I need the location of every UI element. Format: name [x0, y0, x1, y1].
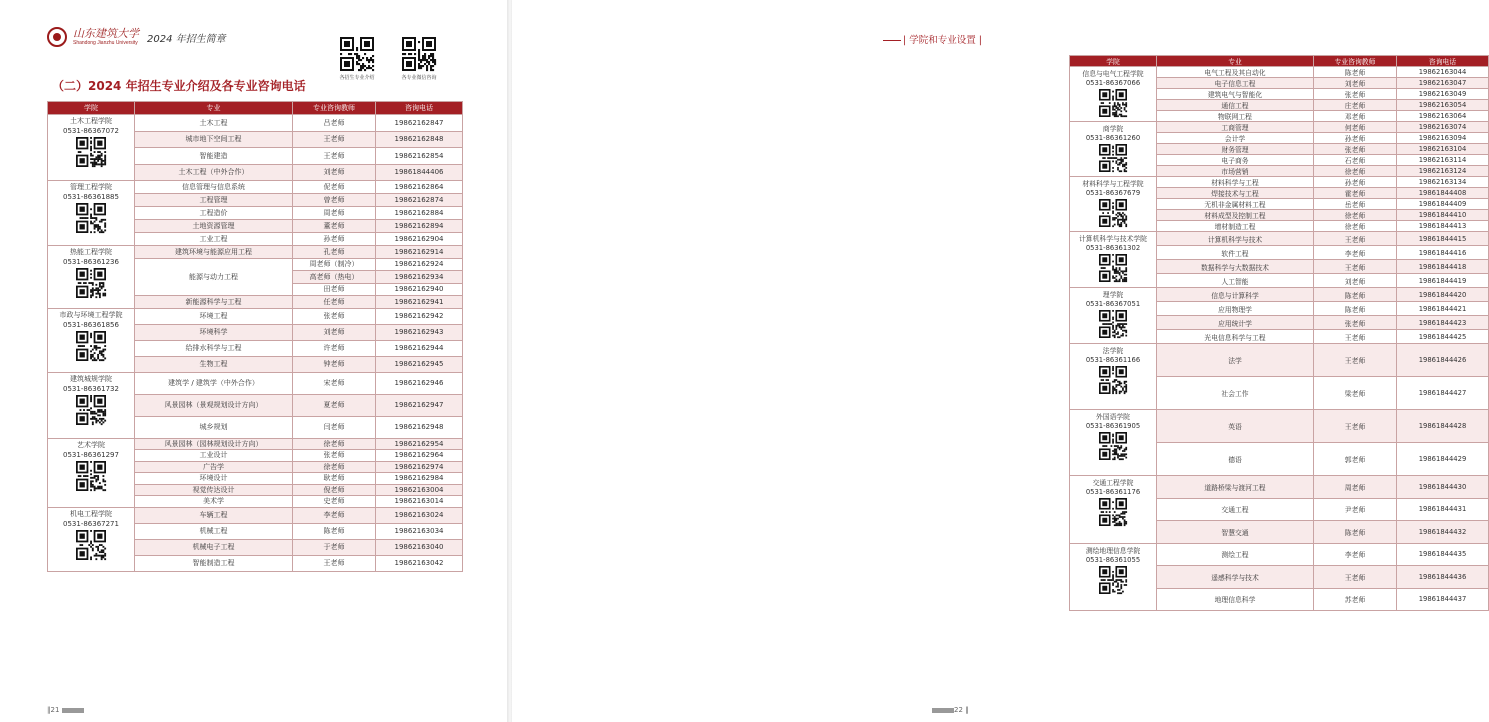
major-cell: 无机非金属材料工程 — [1157, 199, 1314, 210]
phone-cell: 19862162854 — [376, 148, 463, 165]
teacher-cell: 陈老师 — [1314, 288, 1397, 302]
qr-code-icon — [1099, 89, 1127, 117]
table-row — [48, 246, 463, 259]
phone-cell: 19862162942 — [376, 308, 463, 324]
header-college: 学院 — [48, 102, 135, 115]
phone-cell: 19862163040 — [376, 539, 463, 555]
teacher-cell: 吕老师 — [293, 115, 376, 132]
teacher-cell: 王老师 — [1314, 566, 1397, 589]
phone-cell: 19862162940 — [376, 283, 463, 296]
major-cell: 信息与计算科学 — [1157, 288, 1314, 302]
college-phone: 0531-86361302 — [1085, 244, 1141, 252]
table-row — [1070, 476, 1489, 499]
major-cell: 新能源科学与工程 — [135, 296, 293, 309]
phone-cell: 19862162944 — [376, 340, 463, 356]
table-row — [1070, 543, 1489, 566]
teacher-cell: 李老师 — [293, 507, 376, 523]
qr-caption-majors: 各招生专业介绍 — [339, 75, 375, 81]
teacher-cell: 刘老师 — [293, 164, 376, 181]
qr-code-icon — [1099, 310, 1127, 338]
phone-cell: 19862163042 — [376, 555, 463, 571]
qr-code-icon — [1099, 498, 1127, 526]
major-cell: 给排水科学与工程 — [135, 340, 293, 356]
university-name-cn: 山东建筑大学 — [73, 27, 139, 40]
college-cell — [48, 181, 135, 246]
college-phone: 0531-86367051 — [1085, 300, 1141, 308]
college-cell — [1070, 410, 1157, 476]
phone-cell: 19862163104 — [1397, 144, 1489, 155]
major-cell: 工程管理 — [135, 194, 293, 207]
teacher-cell: 任老师 — [293, 296, 376, 309]
college-cell — [1070, 232, 1157, 288]
major-cell: 智慧交通 — [1157, 521, 1314, 544]
phone-cell: 19862162948 — [376, 416, 463, 438]
college-phone: 0531-86361260 — [1085, 134, 1141, 142]
brochure-header — [47, 26, 226, 48]
teacher-cell: 孔老师 — [293, 246, 376, 259]
college-name: 土木工程学院 — [70, 117, 112, 125]
phone-cell: 19862162947 — [376, 394, 463, 416]
teacher-cell: 徐老师 — [1314, 221, 1397, 232]
major-cell: 城市地下空间工程 — [135, 131, 293, 148]
college-name: 测绘地理信息学院 — [1085, 546, 1141, 555]
major-cell: 遥感科学与技术 — [1157, 566, 1314, 589]
major-cell: 智能制造工程 — [135, 555, 293, 571]
college-cell — [48, 507, 135, 571]
qr-code-icon — [76, 530, 106, 560]
college-cell — [1070, 288, 1157, 344]
phone-cell: 19862162848 — [376, 131, 463, 148]
major-cell: 应用统计学 — [1157, 316, 1314, 330]
table-row — [48, 372, 463, 394]
major-cell: 工商管理 — [1157, 122, 1314, 133]
major-cell: 机械工程 — [135, 523, 293, 539]
college-phone: 0531-86367066 — [1085, 79, 1141, 87]
phone-cell: 19861844428 — [1397, 410, 1489, 443]
college-name: 理学院 — [1102, 291, 1124, 299]
phone-cell: 19861844420 — [1397, 288, 1489, 302]
major-cell: 德语 — [1157, 443, 1314, 476]
college-name: 管理工程学院 — [70, 183, 112, 191]
major-cell: 电气工程及其自动化 — [1157, 67, 1314, 78]
teacher-cell: 陈老师 — [1314, 67, 1397, 78]
teacher-cell: 高老师（热电） — [293, 271, 376, 284]
college-cell — [48, 308, 135, 372]
teacher-cell: 徐老师 — [293, 461, 376, 473]
college-cell — [48, 115, 135, 181]
major-cell: 广告学 — [135, 461, 293, 473]
college-phone: 0531-86361297 — [63, 450, 119, 459]
major-cell: 应用物理学 — [1157, 302, 1314, 316]
teacher-cell: 孙老师 — [1314, 133, 1397, 144]
teacher-cell: 石老师 — [1314, 155, 1397, 166]
college-cell — [48, 372, 135, 438]
phone-cell: 19862163004 — [376, 484, 463, 496]
phone-cell: 19861844431 — [1397, 498, 1489, 521]
college-phone: 0531-86361166 — [1085, 356, 1141, 364]
table-row — [1070, 232, 1489, 246]
teacher-cell: 岳老师 — [1314, 199, 1397, 210]
college-phone: 0531-86367271 — [63, 519, 119, 528]
teacher-cell: 郭老师 — [1314, 443, 1397, 476]
university-logo — [73, 28, 139, 46]
phone-cell: 19861844436 — [1397, 566, 1489, 589]
major-cell: 土木工程（中外合作） — [135, 164, 293, 181]
major-cell: 信息管理与信息系统 — [135, 181, 293, 194]
phone-cell: 19862162904 — [376, 233, 463, 246]
header-major: 专业 — [1157, 56, 1314, 67]
college-name: 机电工程学院 — [70, 509, 112, 518]
major-cell: 财务管理 — [1157, 144, 1314, 155]
teacher-cell: 陈老师 — [1314, 302, 1397, 316]
major-cell: 视觉传达设计 — [135, 484, 293, 496]
qr-code-icon — [340, 37, 374, 71]
college-cell — [1070, 67, 1157, 122]
teacher-cell: 刘老师 — [293, 324, 376, 340]
major-cell: 生物工程 — [135, 356, 293, 372]
major-cell: 软件工程 — [1157, 246, 1314, 260]
major-cell: 环境科学 — [135, 324, 293, 340]
booklet-title: 2024 年招生简章 — [147, 33, 226, 45]
teacher-cell: 宋老师 — [293, 372, 376, 394]
phone-cell: 19861844429 — [1397, 443, 1489, 476]
teacher-cell: 周老师 — [1314, 476, 1397, 499]
phone-cell: 19861844406 — [376, 164, 463, 181]
teacher-cell: 张老师 — [1314, 316, 1397, 330]
teacher-cell: 张老师 — [1314, 144, 1397, 155]
phone-cell: 19861844416 — [1397, 246, 1489, 260]
college-cell — [48, 438, 135, 507]
college-name: 计算机科学与技术学院 — [1079, 235, 1147, 243]
teacher-cell: 孙老师 — [293, 233, 376, 246]
teacher-cell: 苏老师 — [1314, 588, 1397, 611]
major-cell: 道路桥梁与渡河工程 — [1157, 476, 1314, 499]
qr-code-icon — [1099, 254, 1127, 282]
table-row — [48, 507, 463, 523]
college-name: 艺术学院 — [77, 440, 105, 449]
college-phone: 0531-86361732 — [63, 384, 119, 393]
major-cell: 焊接技术与工程 — [1157, 188, 1314, 199]
phone-cell: 19861844415 — [1397, 232, 1489, 246]
major-cell: 光电信息科学与工程 — [1157, 330, 1314, 344]
phone-cell: 19861844427 — [1397, 377, 1489, 410]
qr-code-icon — [402, 37, 436, 71]
major-cell: 会计学 — [1157, 133, 1314, 144]
college-cell — [1070, 344, 1157, 410]
major-cell: 地理信息科学 — [1157, 588, 1314, 611]
major-cell: 人工智能 — [1157, 274, 1314, 288]
major-contact-table-right — [1069, 55, 1489, 611]
major-cell: 交通工程 — [1157, 498, 1314, 521]
college-cell — [1070, 476, 1157, 544]
major-cell: 电子商务 — [1157, 155, 1314, 166]
qr-code-icon — [1099, 199, 1127, 227]
phone-cell: 19861844437 — [1397, 588, 1489, 611]
phone-cell: 19862163094 — [1397, 133, 1489, 144]
teacher-cell: 王老师 — [1314, 410, 1397, 443]
college-cell — [1070, 177, 1157, 232]
qr-code-icon — [76, 137, 106, 167]
phone-cell: 19862162934 — [376, 271, 463, 284]
teacher-cell: 何老师 — [1314, 122, 1397, 133]
teacher-cell: 王老师 — [293, 555, 376, 571]
major-cell: 数据科学与大数据技术 — [1157, 260, 1314, 274]
table-row — [48, 115, 463, 132]
phone-cell: 19861844409 — [1397, 199, 1489, 210]
college-cell — [48, 246, 135, 309]
phone-cell: 19862163049 — [1397, 89, 1489, 100]
section-title: （二）2024 年招生专业介绍及各专业咨询电话 — [52, 79, 306, 93]
phone-cell: 19862162894 — [376, 220, 463, 233]
phone-cell: 19862163047 — [1397, 78, 1489, 89]
header-phone: 咨询电话 — [1397, 56, 1489, 67]
teacher-cell: 曾老师 — [293, 194, 376, 207]
phone-cell: 19862162946 — [376, 372, 463, 394]
teacher-cell: 梁老师 — [1314, 377, 1397, 410]
qr-code-icon — [1099, 366, 1127, 394]
major-cell: 建筑电气与智能化 — [1157, 89, 1314, 100]
phone-cell: 19861844410 — [1397, 210, 1489, 221]
qr-code-icon — [76, 331, 106, 361]
teacher-cell: 徐老师 — [293, 438, 376, 450]
left-page — [0, 0, 508, 722]
college-phone: 0531-86367679 — [1085, 189, 1141, 197]
phone-cell: 19862162884 — [376, 207, 463, 220]
phone-cell: 19861844419 — [1397, 274, 1489, 288]
phone-cell: 19862163014 — [376, 496, 463, 508]
phone-cell: 19862162874 — [376, 194, 463, 207]
phone-cell: 19862163074 — [1397, 122, 1489, 133]
college-name: 法学院 — [1102, 347, 1124, 355]
phone-cell: 19862162914 — [376, 246, 463, 259]
phone-cell: 19861844430 — [1397, 476, 1489, 499]
teacher-cell: 霍老师 — [1314, 188, 1397, 199]
college-phone: 0531-86367072 — [63, 127, 119, 135]
header-teacher: 专业咨询教师 — [1314, 56, 1397, 67]
phone-cell: 19861844421 — [1397, 302, 1489, 316]
phone-cell: 19862162964 — [376, 450, 463, 462]
major-cell: 法学 — [1157, 344, 1314, 377]
phone-cell: 19861844408 — [1397, 188, 1489, 199]
college-name: 外国语学院 — [1096, 413, 1130, 421]
major-cell: 城乡规划 — [135, 416, 293, 438]
teacher-cell: 史老师 — [293, 496, 376, 508]
college-cell — [1070, 543, 1157, 611]
qr-code-icon — [76, 268, 106, 298]
teacher-cell: 王老师 — [1314, 232, 1397, 246]
phone-cell: 19862162984 — [376, 473, 463, 485]
major-cell: 能源与动力工程 — [135, 258, 293, 296]
college-phone: 0531-86361055 — [1085, 555, 1141, 564]
major-cell: 建筑环境与能源应用工程 — [135, 246, 293, 259]
teacher-cell: 田老师 — [293, 283, 376, 296]
phone-cell: 19862162924 — [376, 258, 463, 271]
teacher-cell: 张老师 — [293, 450, 376, 462]
table-row — [48, 181, 463, 194]
phone-cell: 19861844413 — [1397, 221, 1489, 232]
table-row — [1070, 288, 1489, 302]
header-teacher: 专业咨询教师 — [293, 102, 376, 115]
phone-cell: 19862163134 — [1397, 177, 1489, 188]
major-cell: 工程造价 — [135, 207, 293, 220]
major-cell: 工业设计 — [135, 450, 293, 462]
teacher-cell: 周老师 — [293, 207, 376, 220]
phone-cell: 19862163034 — [376, 523, 463, 539]
table-header-row — [48, 102, 463, 115]
teacher-cell: 孙老师 — [1314, 177, 1397, 188]
college-phone: 0531-86361905 — [1085, 422, 1141, 430]
table-row — [48, 308, 463, 324]
teacher-cell: 王老师 — [293, 148, 376, 165]
phone-cell: 19862162954 — [376, 438, 463, 450]
college-phone: 0531-86361176 — [1085, 488, 1141, 496]
college-name: 建筑城规学院 — [70, 374, 112, 383]
major-contact-table-left — [47, 101, 463, 572]
phone-cell: 19862163114 — [1397, 155, 1489, 166]
major-cell: 土地资源管理 — [135, 220, 293, 233]
teacher-cell: 王老师 — [1314, 330, 1397, 344]
major-cell: 风景园林（景观规划设计方向） — [135, 394, 293, 416]
table-row — [1070, 177, 1489, 188]
college-name: 材料科学与工程学院 — [1082, 180, 1144, 188]
table-row — [1070, 344, 1489, 377]
major-cell: 土木工程 — [135, 115, 293, 132]
phone-cell: 19861844426 — [1397, 344, 1489, 377]
phone-cell: 19862162945 — [376, 356, 463, 372]
qr-code-icon — [1099, 432, 1127, 460]
major-cell: 美术学 — [135, 496, 293, 508]
major-cell: 机械电子工程 — [135, 539, 293, 555]
teacher-cell: 闫老师 — [293, 416, 376, 438]
phone-cell: 19862162847 — [376, 115, 463, 132]
qr-code-icon — [76, 461, 106, 491]
page-number-left: ‖21 — [47, 706, 84, 714]
header-college: 学院 — [1070, 56, 1157, 67]
table-row — [1070, 122, 1489, 133]
phone-cell: 19862163054 — [1397, 100, 1489, 111]
phone-cell: 19862163064 — [1397, 111, 1489, 122]
college-name: 商学院 — [1102, 125, 1124, 133]
teacher-cell: 张老师 — [1314, 89, 1397, 100]
university-name-en: Shandong Jianzhu University — [73, 40, 138, 46]
major-cell: 环境设计 — [135, 473, 293, 485]
teacher-cell: 王老师 — [1314, 260, 1397, 274]
college-phone: 0531-86361856 — [63, 320, 119, 329]
major-cell: 材料成型及控制工程 — [1157, 210, 1314, 221]
qr-code-icon — [76, 203, 106, 233]
teacher-cell: 张老师 — [293, 308, 376, 324]
phone-cell: 19861844425 — [1397, 330, 1489, 344]
running-header: | 学院和专业设置 | — [883, 32, 982, 46]
major-cell: 测绘工程 — [1157, 543, 1314, 566]
university-seal-icon — [47, 27, 67, 47]
table-row — [48, 438, 463, 450]
qr-caption-wechat: 各专业微信咨询 — [401, 75, 437, 81]
phone-cell: 19862163044 — [1397, 67, 1489, 78]
major-cell: 环境工程 — [135, 308, 293, 324]
college-name: 信息与电气工程学院 — [1082, 70, 1144, 78]
major-cell: 社会工作 — [1157, 377, 1314, 410]
phone-cell: 19862162864 — [376, 181, 463, 194]
phone-cell: 19861844418 — [1397, 260, 1489, 274]
teacher-cell: 邓老师 — [1314, 111, 1397, 122]
phone-cell: 19861844423 — [1397, 316, 1489, 330]
major-cell: 英语 — [1157, 410, 1314, 443]
table-header-row — [1070, 56, 1489, 67]
major-cell: 增材制造工程 — [1157, 221, 1314, 232]
major-cell: 材料科学与工程 — [1157, 177, 1314, 188]
table-row — [1070, 410, 1489, 443]
college-name: 热能工程学院 — [70, 248, 112, 256]
teacher-cell: 李老师 — [1314, 246, 1397, 260]
major-cell: 通信工程 — [1157, 100, 1314, 111]
right-page — [512, 0, 1467, 722]
teacher-cell: 王老师 — [1314, 344, 1397, 377]
teacher-cell: 许老师 — [293, 340, 376, 356]
header-major: 专业 — [135, 102, 293, 115]
teacher-cell: 董老师 — [293, 220, 376, 233]
teacher-cell: 刘老师 — [1314, 274, 1397, 288]
major-cell: 市场营销 — [1157, 166, 1314, 177]
teacher-cell: 伲老师 — [293, 181, 376, 194]
teacher-cell: 陈老师 — [1314, 521, 1397, 544]
college-name: 交通工程学院 — [1092, 479, 1134, 487]
college-cell — [1070, 122, 1157, 177]
major-cell: 电子信息工程 — [1157, 78, 1314, 89]
phone-cell: 19861844432 — [1397, 521, 1489, 544]
qr-code-icon — [1099, 566, 1127, 594]
teacher-cell: 王老师 — [293, 131, 376, 148]
teacher-cell: 于老师 — [293, 539, 376, 555]
teacher-cell: 尹老师 — [1314, 498, 1397, 521]
college-name: 市政与环境工程学院 — [59, 310, 123, 319]
teacher-cell: 夏老师 — [293, 394, 376, 416]
teacher-cell: 耿老师 — [293, 473, 376, 485]
phone-cell: 19862162941 — [376, 296, 463, 309]
page-number-right: 22 ‖ — [932, 706, 969, 714]
teacher-cell: 徐老师 — [1314, 166, 1397, 177]
teacher-cell: 刘老师 — [1314, 78, 1397, 89]
major-cell: 车辆工程 — [135, 507, 293, 523]
teacher-cell: 倪老师 — [293, 484, 376, 496]
qr-code-icon — [1099, 144, 1127, 172]
phone-cell: 19862162943 — [376, 324, 463, 340]
teacher-cell: 李老师 — [1314, 543, 1397, 566]
table-row — [1070, 67, 1489, 78]
major-cell: 计算机科学与技术 — [1157, 232, 1314, 246]
phone-cell: 19862163124 — [1397, 166, 1489, 177]
teacher-cell: 陈老师 — [293, 523, 376, 539]
phone-cell: 19862162974 — [376, 461, 463, 473]
major-cell: 智能建造 — [135, 148, 293, 165]
college-phone: 0531-86361885 — [63, 193, 119, 201]
teacher-cell: 庄老师 — [1314, 100, 1397, 111]
major-cell: 工业工程 — [135, 233, 293, 246]
teacher-cell: 周老师（制冷） — [293, 258, 376, 271]
college-phone: 0531-86361236 — [63, 258, 119, 266]
phone-cell: 19861844435 — [1397, 543, 1489, 566]
teacher-cell: 钟老师 — [293, 356, 376, 372]
phone-cell: 19862163024 — [376, 507, 463, 523]
qr-code-icon — [76, 395, 106, 425]
major-cell: 建筑学 / 建筑学（中外合作） — [135, 372, 293, 394]
major-cell: 物联网工程 — [1157, 111, 1314, 122]
teacher-cell: 徐老师 — [1314, 210, 1397, 221]
header-phone: 咨询电话 — [376, 102, 463, 115]
major-cell: 风景园林（园林规划设计方向） — [135, 438, 293, 450]
